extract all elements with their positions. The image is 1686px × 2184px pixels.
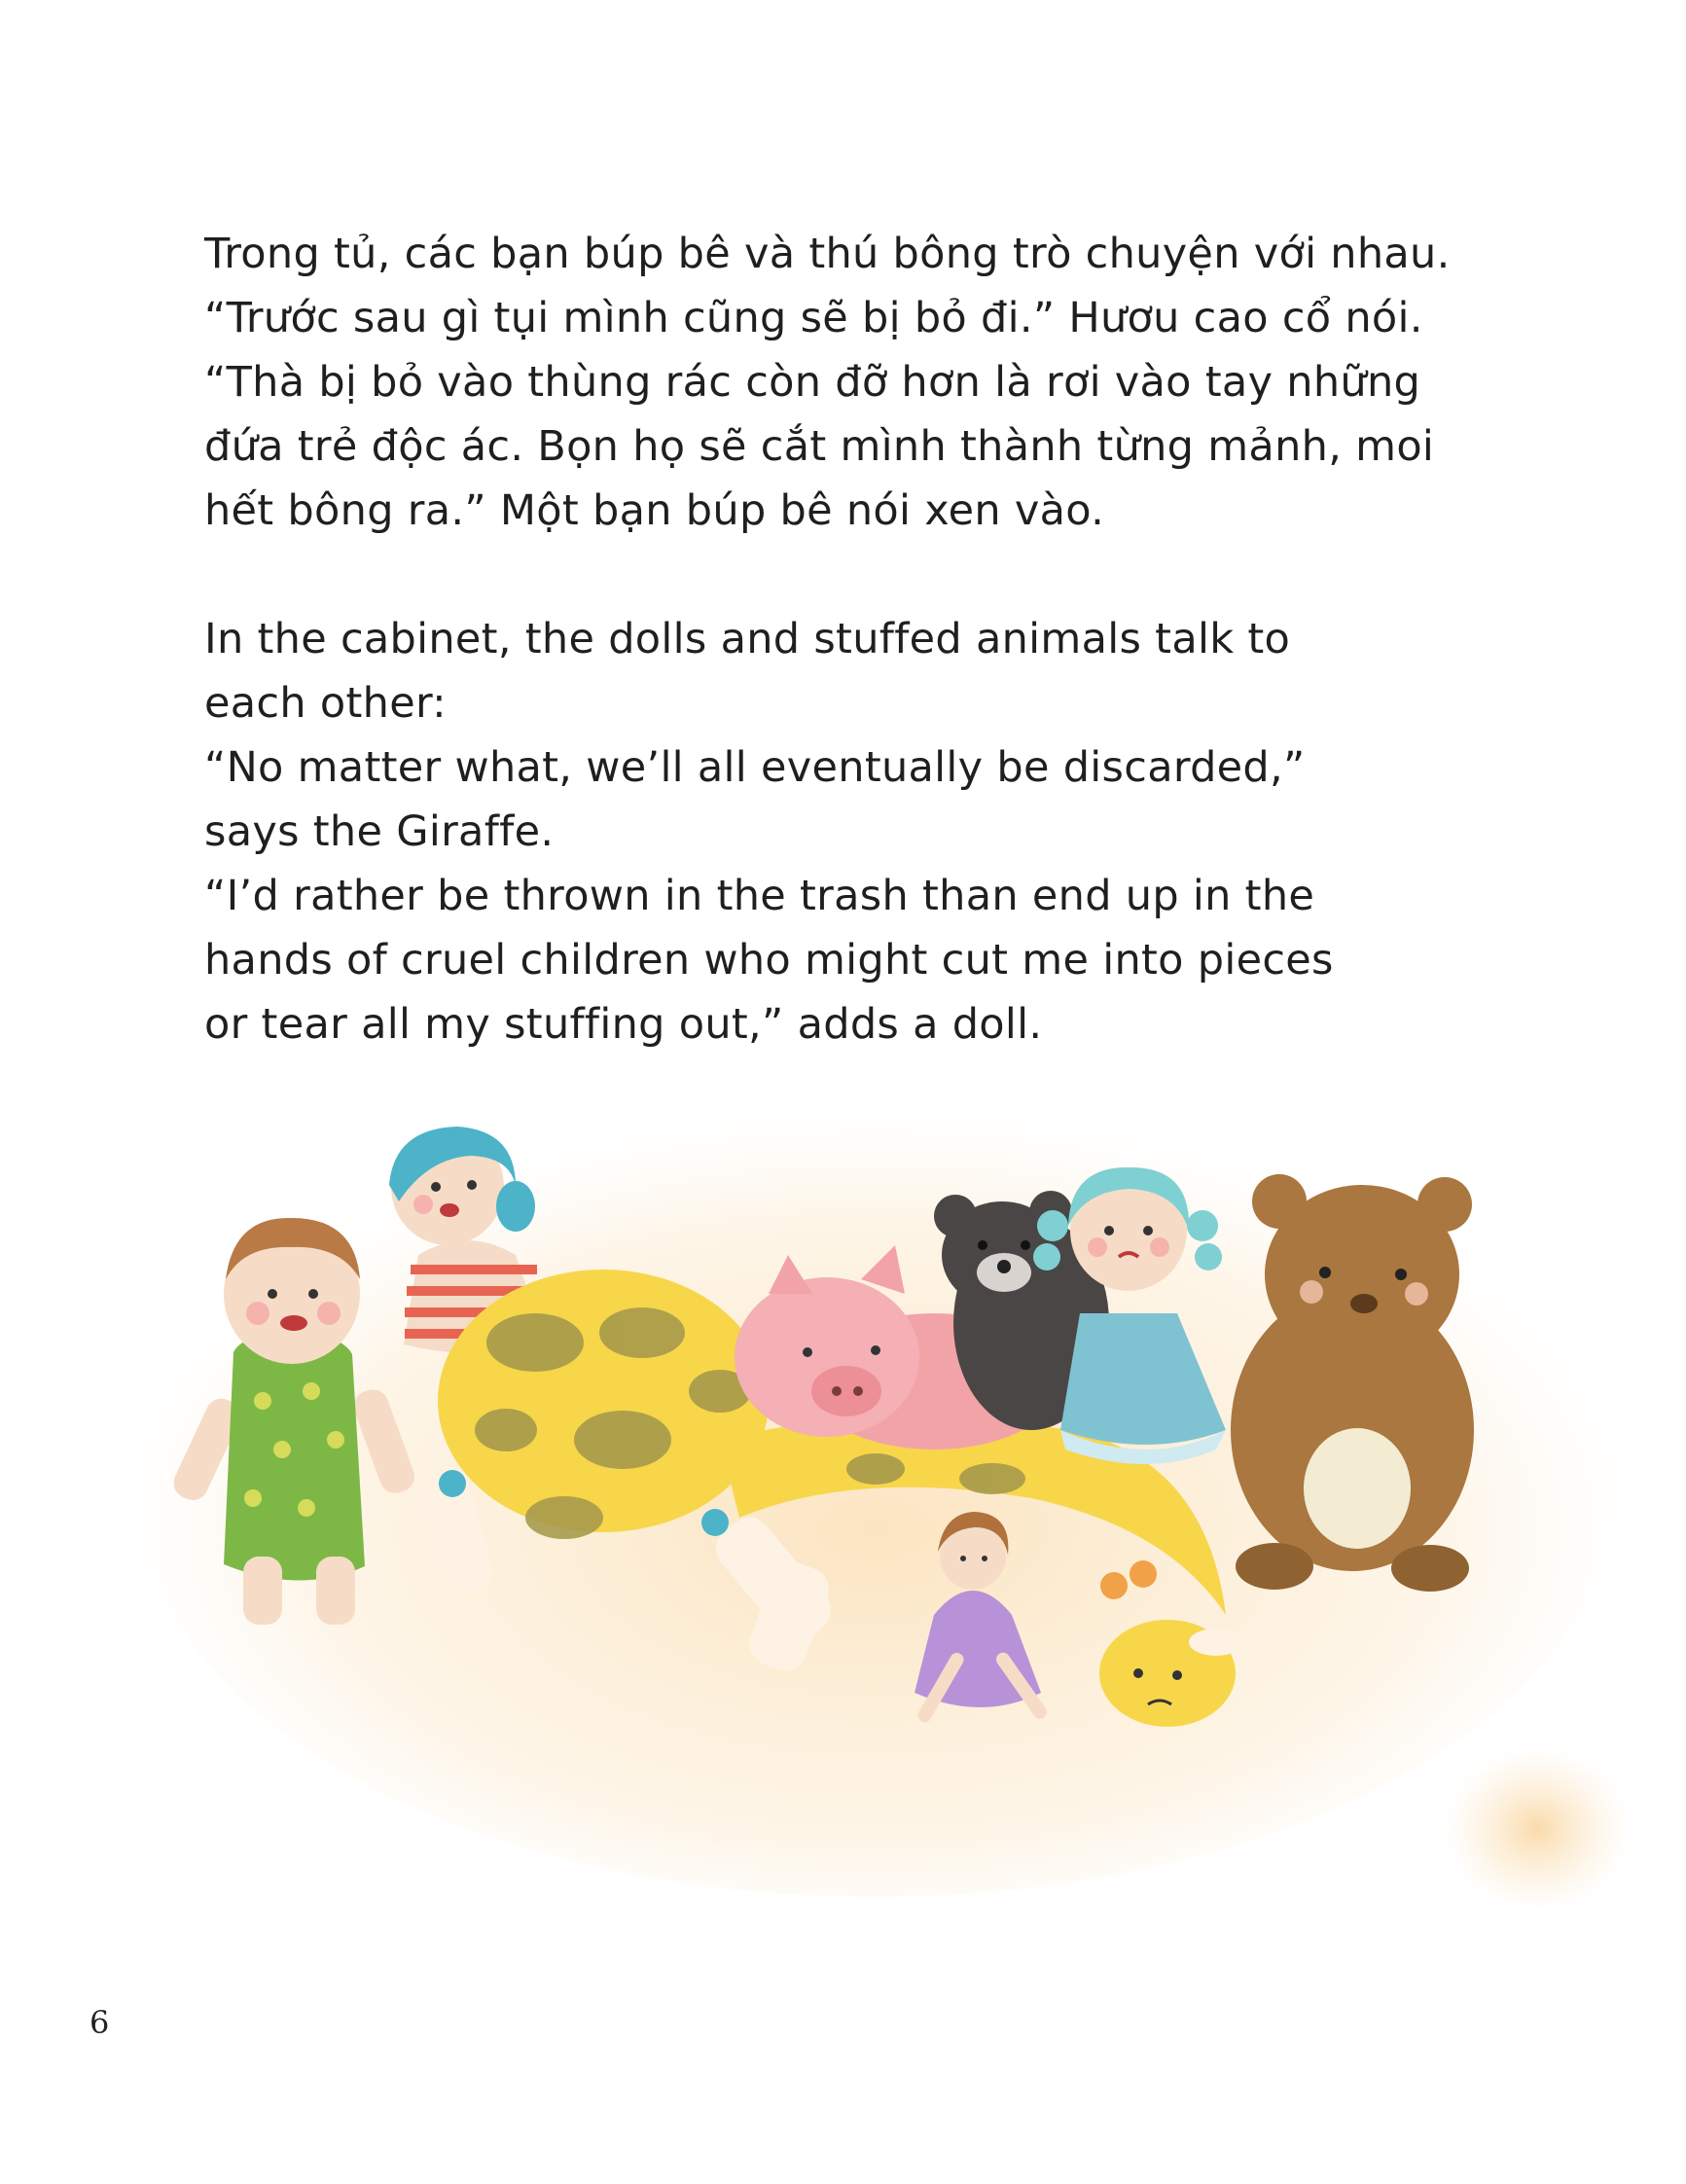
toys-illustration (97, 1109, 1654, 1946)
text-line: đứa trẻ độc ác. Bọn họ sẽ cắt mình thành từng mảnh, moi (204, 422, 1435, 471)
text-line: “Trước sau gì tụi mình cũng sẽ bị bỏ đi.” Hươu cao cổ nói. (204, 294, 1423, 342)
color-blob (1445, 1746, 1630, 1912)
text-line: hands of cruel children who might cut me into pieces (204, 936, 1334, 985)
vietnamese-paragraph (204, 222, 1498, 543)
text-line: “I’d rather be thrown in the trash than end up in the (204, 872, 1315, 920)
text-line: or tear all my stuffing out,” adds a doll. (204, 1000, 1043, 1049)
english-paragraph (204, 607, 1498, 1056)
text-line: In the cabinet, the dolls and stuffed animals talk to (204, 615, 1291, 663)
text-line: hết bông ra.” Một bạn búp bê nói xen vào. (204, 486, 1105, 535)
text-line: each other: (204, 679, 447, 728)
story-text (204, 222, 1498, 1056)
text-line: “Thà bị bỏ vào thùng rác còn đỡ hơn là rơi vào tay những (204, 358, 1421, 407)
text-line: “No matter what, we’ll all eventually be discarded,” (204, 743, 1306, 792)
text-line: Trong tủ, các bạn búp bê và thú bông trò chuyện với nhau. (204, 230, 1451, 278)
text-line: says the Giraffe. (204, 807, 555, 856)
page-number: 6 (90, 2004, 110, 2041)
